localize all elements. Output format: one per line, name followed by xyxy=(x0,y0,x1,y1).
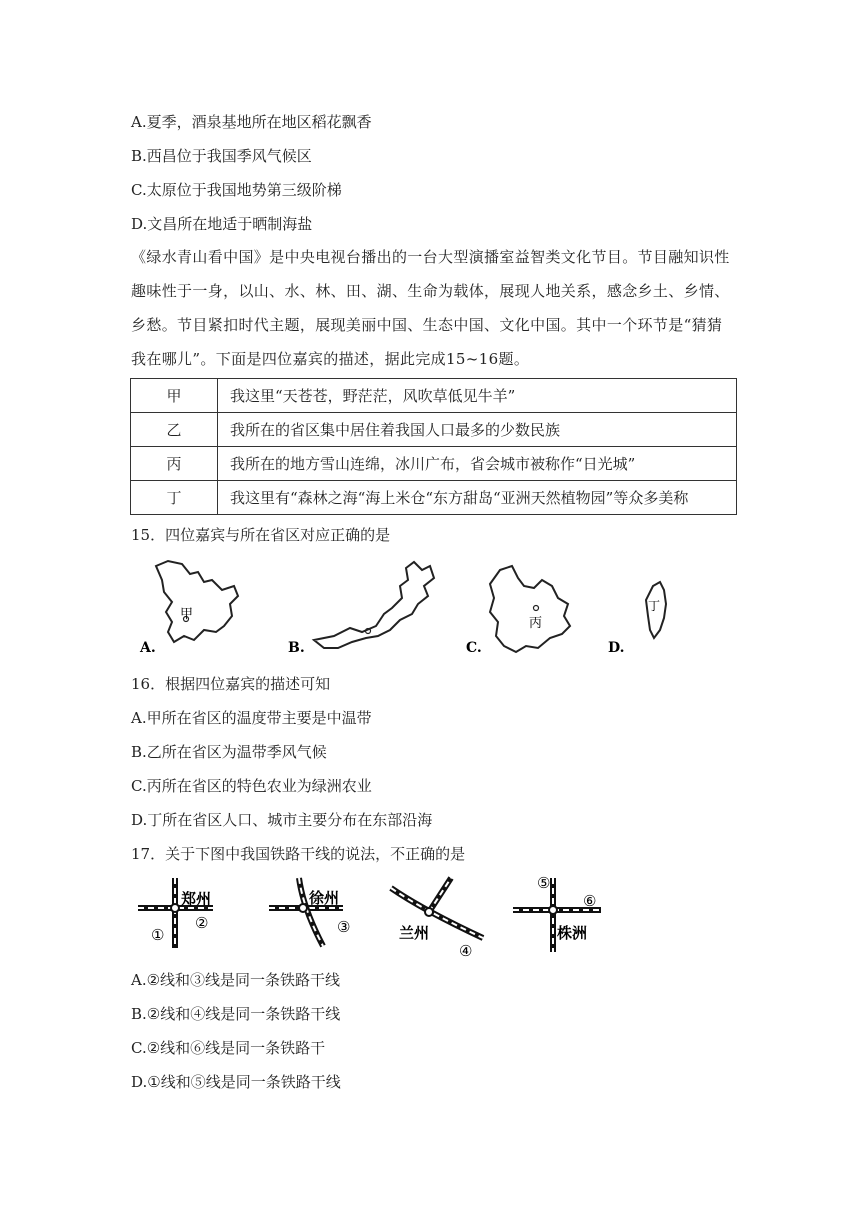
table-row xyxy=(131,413,737,447)
junction-lanzhou xyxy=(391,878,483,960)
passage-text: 《绿水青山看中国》是中央电视台播出的一台大型演播室益智类文化节目。节目融知识性趣味性于一身，以山、水、林、田、湖、生命为载体，展现人地关系，感念乡土、乡情、乡愁。节目紧扣时代主题，展现美丽中国、生态中国、文化中国。其中一个环节是“猜猜我在哪儿”。下面是四位嘉宾的描述，据此完成15~16题。 xyxy=(131,248,730,368)
clues-table xyxy=(130,378,737,515)
q16-option-b: B.乙所在省区为温带季风气候 xyxy=(131,743,327,761)
prev-option-a: A.夏季，酒泉基地所在地区稻花飘香 xyxy=(131,113,372,131)
junction-city: 郑州 xyxy=(181,890,212,908)
guest-cell: 乙 xyxy=(131,413,218,447)
clue-cell: 我这里“天苍苍，野茫茫，风吹草低见牛羊” xyxy=(218,379,737,413)
table-row xyxy=(131,379,737,413)
q16-option-d: D.丁所在省区人口、城市主要分布在东部沿海 xyxy=(131,811,433,829)
prev-option-b: B.西昌位于我国季风气候区 xyxy=(131,147,312,165)
q17-stem: 17．关于下图中我国铁路干线的说法，不正确的是 xyxy=(131,845,466,863)
line-label: ⑥ xyxy=(583,892,597,910)
clue-cell: 我所在的地方雪山连绵，冰川广布，省会城市被称作“日光城” xyxy=(218,447,737,481)
map-option-d xyxy=(608,582,666,656)
line-label: ⑤ xyxy=(537,874,551,892)
map-mark-label: 丁 xyxy=(648,599,661,613)
map-letter: C. xyxy=(466,640,482,656)
map-mark-label: 丙 xyxy=(529,616,543,631)
line-label: ③ xyxy=(337,918,351,936)
q17-option-b: B.②线和④线是同一条铁路干线 xyxy=(131,1005,341,1023)
map-letter: D. xyxy=(608,640,625,656)
clue-cell: 我所在的省区集中居住着我国人口最多的少数民族 xyxy=(218,413,737,447)
q17-option-c: C.②线和⑥线是同一条铁路干 xyxy=(131,1039,326,1057)
q17-option-a: A.②线和③线是同一条铁路干线 xyxy=(131,971,341,989)
guest-cell: 甲 xyxy=(131,379,218,413)
clue-cell: 我这里有“森林之海“海上米仓“东方甜岛“亚洲天然植物园”等众多美称 xyxy=(218,481,737,515)
map-option-c xyxy=(466,566,570,656)
line-label: ④ xyxy=(459,942,473,960)
province-maps xyxy=(138,556,748,666)
map-option-b xyxy=(288,562,434,656)
line-label: ② xyxy=(195,914,209,932)
map-option-a xyxy=(139,561,238,656)
table-row xyxy=(131,447,737,481)
line-label: ① xyxy=(151,926,165,944)
junction-city: 株洲 xyxy=(557,924,588,942)
q16-stem: 16．根据四位嘉宾的描述可知 xyxy=(131,675,331,693)
junction-zhuzhou xyxy=(513,874,601,952)
guest-cell: 丁 xyxy=(131,481,218,515)
railway-junctions xyxy=(133,870,613,960)
map-letter: B. xyxy=(288,640,305,656)
prev-option-c: C.太原位于我国地势第三级阶梯 xyxy=(131,181,342,199)
map-mark-label: 甲 xyxy=(180,607,194,622)
junction-city: 兰州 xyxy=(399,924,430,942)
q15-stem: 15．四位嘉宾与所在省区对应正确的是 xyxy=(131,526,391,544)
guest-cell: 丙 xyxy=(131,447,218,481)
map-letter: A. xyxy=(140,640,156,656)
table-row xyxy=(131,481,737,515)
q16-option-a: A.甲所在省区的温度带主要是中温带 xyxy=(131,709,372,727)
q16-option-c: C.丙所在省区的特色农业为绿洲农业 xyxy=(131,777,372,795)
junction-city: 徐州 xyxy=(309,889,340,907)
q17-option-d: D.①线和⑤线是同一条铁路干线 xyxy=(131,1073,341,1091)
junction-xuzhou xyxy=(269,878,350,946)
prev-option-d: D.文昌所在地适于晒制海盐 xyxy=(131,215,313,233)
junction-zhengzhou xyxy=(138,878,213,948)
